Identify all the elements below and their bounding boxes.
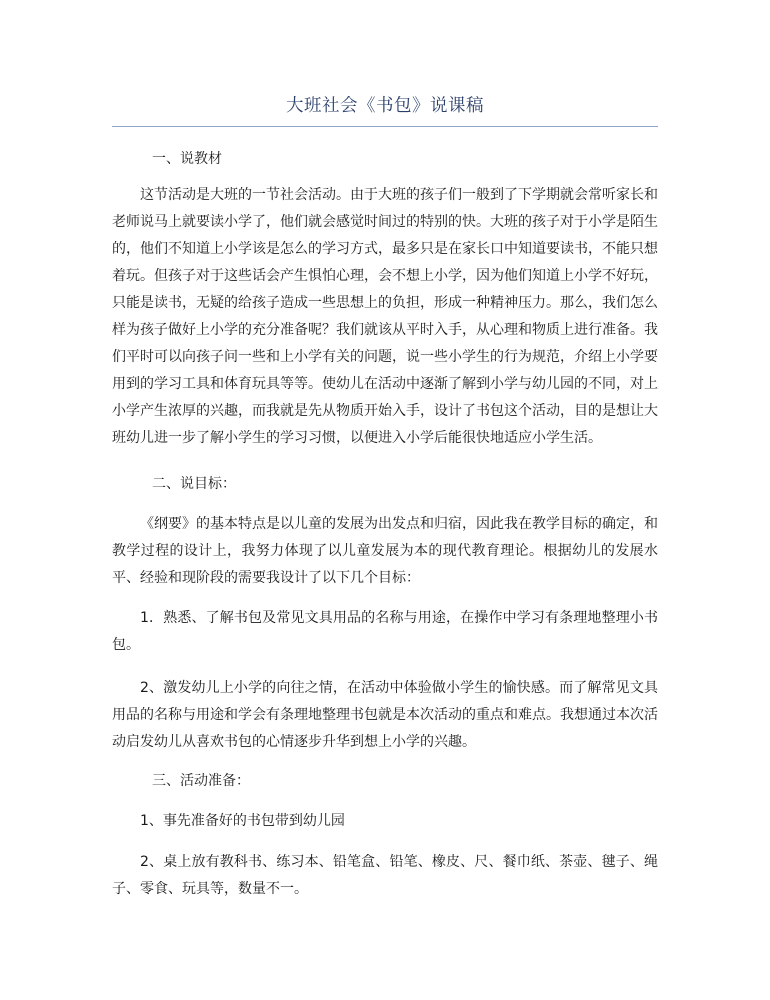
paragraph-objectives-intro: 《纲要》的基本特点是以儿童的发展为出发点和归宿，因此我在教学目标的确定，和教学过程的设计上，我努力体现了以儿童发展为本的现代教育理论。根据幼儿的发展水平、经验和现阶段的需要我设计了以下几个目标： <box>112 516 658 586</box>
paragraph-preparation-2: 2、桌上放有教科书、练习本、铅笔盒、铅笔、橡皮、尺、餐巾纸、茶壶、毽子、绳子、零食、玩具等，数量不一。 <box>112 854 658 897</box>
paragraph-objective-2: 2、激发幼儿上小学的向往之情，在活动中体验做小学生的愉快感。而了解常见文具用品的名称与用途和学会有条理地整理书包就是本次活动的重点和难点。我想通过本次活动启发幼儿从喜欢书包的心情逐步升华到想上小学的兴趣。 <box>112 680 658 750</box>
paragraph-teaching-material: 这节活动是大班的一节社会活动。由于大班的孩子们一般到了下学期就会常听家长和老师说马上就要读小学了，他们就会感觉时间过的特别的快。大班的孩子对于小学是陌生的，他们不知道上小学该是怎么的学习方式，最多只是在家长口中知道要读书，不能只想着玩。但孩子对于这些话会产生惧怕心理，会不想上小学，因为他们知道上小学不好玩，只能是读书，无疑的给孩子造成一些思想上的负担，形成一种精神压力。那么，我们怎么样为孩子做好上小学的充分准备呢？我们就该从平时入手，从心理和物质上进行准备。我们平时可以向孩子问一些和上小学有关的问题，说一些小学生的行为规范，介绍上小学要用到的学习工具和体育玩具等等。使幼儿在活动中逐渐了解到小学与幼儿园的不同，对上小学产生浓厚的兴趣，而我就是先从物质开始入手，设计了书包这个活动，目的是想让大班幼儿进一步了解小学生的学习习惯，以便进入小学后能很快地适应小学生活。 <box>112 187 658 446</box>
section-heading-teaching-material: 一、说教材 <box>152 151 222 167</box>
title-divider <box>112 126 658 127</box>
paragraph-preparation-1: 1、事先准备好的书包带到幼儿园 <box>140 813 345 829</box>
paragraph-objective-1: 1．熟悉、了解书包及常见文具用品的名称与用途，在操作中学习有条理地整理小书包。 <box>112 610 658 653</box>
section-heading-preparation: 三、活动准备： <box>152 773 250 789</box>
document-title: 大班社会《书包》说课稿 <box>286 96 484 116</box>
section-heading-objectives: 二、说目标： <box>152 476 236 492</box>
